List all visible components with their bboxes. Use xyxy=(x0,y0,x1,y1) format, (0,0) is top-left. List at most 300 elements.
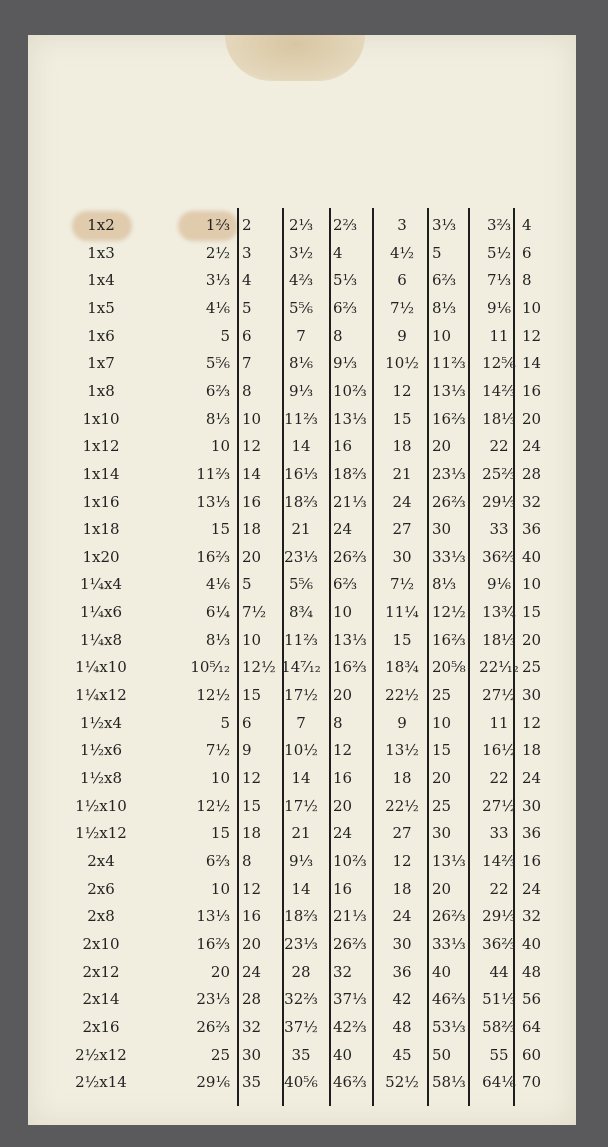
board-feet-value: 27½ xyxy=(482,796,516,815)
size-label: 1x14 xyxy=(82,464,120,483)
table-row xyxy=(28,935,576,962)
board-feet-value: 13¾ xyxy=(482,603,516,622)
board-feet-value: 16 xyxy=(333,879,353,898)
board-feet-value: 22½ xyxy=(385,686,419,705)
board-feet-value: 11⅔ xyxy=(196,464,230,483)
board-feet-value: 33 xyxy=(489,520,509,539)
board-feet-value: 12 xyxy=(242,879,262,898)
table-row xyxy=(28,382,576,409)
board-feet-value: 30 xyxy=(392,934,412,953)
board-feet-value: 48 xyxy=(392,1017,412,1036)
board-feet-value: 24 xyxy=(333,824,353,843)
board-feet-value: 4 xyxy=(522,216,532,234)
board-feet-value: 7 xyxy=(296,326,306,345)
board-feet-value: 29⅙ xyxy=(196,1073,230,1092)
board-feet-value: 5½ xyxy=(486,243,512,262)
board-feet-value: 9⅓ xyxy=(288,381,314,400)
board-feet-value: 30 xyxy=(432,520,452,539)
board-feet-value: 8⅓ xyxy=(432,298,457,317)
board-feet-value: 42⅔ xyxy=(333,1017,367,1036)
board-feet-value: 5⅚ xyxy=(288,298,314,317)
board-feet-value: 58⅓ xyxy=(432,1073,466,1092)
board-feet-value: 13½ xyxy=(385,741,419,760)
size-label: 2x12 xyxy=(82,962,120,981)
board-feet-value: 6⅔ xyxy=(432,271,457,290)
board-feet-value: 16 xyxy=(333,437,353,456)
board-feet-value: 10 xyxy=(210,879,230,898)
board-feet-value: 32 xyxy=(522,492,542,511)
board-feet-value: 6⅔ xyxy=(333,298,358,317)
board-feet-value: 26⅔ xyxy=(333,547,367,566)
board-feet-value: 35 xyxy=(291,1045,311,1064)
board-feet-value: 40 xyxy=(522,934,542,953)
board-feet-value: 23⅓ xyxy=(284,547,318,566)
board-feet-value: 10 xyxy=(333,603,353,622)
board-feet-value: 40 xyxy=(333,1045,353,1064)
table-row xyxy=(28,714,576,741)
board-feet-value: 10½ xyxy=(284,741,318,760)
board-feet-value: 56 xyxy=(522,990,542,1009)
board-feet-value: 16 xyxy=(242,907,262,926)
table-row xyxy=(28,769,576,796)
board-feet-value: 10 xyxy=(522,298,542,317)
board-feet-value: 14⅔ xyxy=(482,381,516,400)
board-feet-value: 40 xyxy=(432,962,452,981)
board-feet-value: 21 xyxy=(392,464,412,483)
board-feet-value: 6⅔ xyxy=(205,851,230,870)
board-feet-value: 8⅙ xyxy=(288,354,314,373)
board-feet-value: 17½ xyxy=(284,796,318,815)
board-feet-value: 4⅙ xyxy=(205,575,230,594)
board-feet-value: 20 xyxy=(333,796,353,815)
table-row xyxy=(28,658,576,685)
board-feet-value: 11⅔ xyxy=(432,354,466,373)
size-label: 1¼x12 xyxy=(75,686,127,705)
board-feet-value: 25 xyxy=(432,686,452,705)
board-feet-value: 18 xyxy=(392,769,412,787)
board-feet-value: 13⅓ xyxy=(196,492,230,511)
board-feet-value: 58⅔ xyxy=(482,1017,516,1036)
board-feet-value: 7 xyxy=(296,713,306,732)
board-feet-value: 5 xyxy=(432,243,442,262)
board-feet-value: 3⅓ xyxy=(432,216,457,234)
board-feet-value: 11¼ xyxy=(385,603,419,622)
board-feet-value: 16⅔ xyxy=(432,409,466,428)
board-feet-value: 10½ xyxy=(385,354,419,373)
board-feet-value: 23⅓ xyxy=(196,990,230,1009)
board-feet-value: 24 xyxy=(242,962,262,981)
board-feet-value: 10 xyxy=(210,769,230,787)
board-feet-value: 29⅓ xyxy=(482,492,516,511)
board-feet-value: 11 xyxy=(489,713,509,732)
board-feet-value: 10 xyxy=(432,326,452,345)
board-feet-value: 20 xyxy=(242,934,262,953)
board-feet-value: 42 xyxy=(392,990,412,1009)
board-feet-value: 16 xyxy=(522,381,542,400)
board-feet-value: 26⅔ xyxy=(333,934,367,953)
table-row xyxy=(28,437,576,464)
board-feet-value: 14⅔ xyxy=(482,851,516,870)
board-feet-value: 48 xyxy=(522,962,542,981)
board-feet-value: 18 xyxy=(522,741,542,760)
board-feet-value: 3 xyxy=(242,243,252,262)
board-feet-value: 25 xyxy=(210,1045,230,1064)
board-feet-value: 9⅙ xyxy=(486,298,512,317)
board-feet-value: 6⅔ xyxy=(333,575,358,594)
size-label: 1x18 xyxy=(82,520,120,539)
table-row xyxy=(28,354,576,381)
board-feet-value: 30 xyxy=(242,1045,262,1064)
board-feet-value: 9 xyxy=(397,326,407,345)
board-feet-value: 20 xyxy=(432,769,452,787)
size-label: 1½x6 xyxy=(79,741,123,760)
board-feet-value: 23⅓ xyxy=(432,464,466,483)
board-feet-value: 8⅓ xyxy=(205,630,230,649)
table-row xyxy=(28,990,576,1017)
size-label: 2x4 xyxy=(87,851,115,870)
board-feet-value: 10 xyxy=(242,409,262,428)
size-label: 2½x12 xyxy=(75,1045,127,1064)
board-feet-value: 5 xyxy=(220,713,230,732)
table-row xyxy=(28,244,576,271)
board-feet-value: 13⅓ xyxy=(333,409,367,428)
board-feet-value: 6⅔ xyxy=(205,381,230,400)
board-feet-value: 24 xyxy=(333,520,353,539)
size-label: 2x8 xyxy=(87,907,115,926)
board-feet-value: 8 xyxy=(242,851,252,870)
board-feet-value: 22 xyxy=(489,769,509,787)
table-row xyxy=(28,797,576,824)
card-tab-notch xyxy=(225,35,365,81)
board-feet-value: 55 xyxy=(489,1045,509,1064)
board-feet-value: 12 xyxy=(333,741,353,760)
board-feet-value: 24 xyxy=(522,769,542,787)
board-feet-value: 3 xyxy=(397,216,407,234)
board-feet-value: 30 xyxy=(432,824,452,843)
table-row xyxy=(28,493,576,520)
board-feet-value: 4 xyxy=(333,243,343,262)
board-feet-value: 37½ xyxy=(284,1017,318,1036)
board-feet-value: 14 xyxy=(242,464,262,483)
table-row xyxy=(28,631,576,658)
table-row xyxy=(28,271,576,298)
size-label: 1½x10 xyxy=(75,796,127,815)
board-feet-value: 21 xyxy=(291,520,311,539)
board-feet-value: 12 xyxy=(242,437,262,456)
board-feet-value: 8¾ xyxy=(288,603,314,622)
size-label: 1x16 xyxy=(82,492,120,511)
board-feet-value: 16½ xyxy=(482,741,516,760)
board-feet-value: 36 xyxy=(522,824,542,843)
table-row xyxy=(28,963,576,990)
board-feet-value: 28 xyxy=(291,962,311,981)
table-row xyxy=(28,216,576,243)
board-feet-value: 27 xyxy=(392,520,412,539)
board-feet-value: 6¼ xyxy=(205,603,230,622)
size-label: 1x6 xyxy=(87,326,115,345)
lumber-table-card xyxy=(28,35,576,1125)
board-feet-value: 20 xyxy=(522,409,542,428)
table-row xyxy=(28,603,576,630)
board-feet-value: 16⅔ xyxy=(196,934,230,953)
board-feet-value: 4 xyxy=(242,271,252,290)
board-feet-value: 24 xyxy=(522,879,542,898)
table-row xyxy=(28,548,576,575)
board-feet-value: 18 xyxy=(392,879,412,898)
size-label: 1x4 xyxy=(87,271,115,290)
board-feet-value: 12½ xyxy=(196,796,230,815)
board-feet-value: 22¹⁄₁₂ xyxy=(479,658,519,677)
board-feet-value: 10⅔ xyxy=(333,851,367,870)
size-label: 2x14 xyxy=(82,990,120,1009)
size-label: 1½x4 xyxy=(79,713,123,732)
board-feet-value: 8⅓ xyxy=(432,575,457,594)
board-feet-value: 18 xyxy=(242,824,262,843)
board-feet-value: 21 xyxy=(291,824,311,843)
board-feet-value: 18¾ xyxy=(385,658,419,677)
board-feet-value: 52½ xyxy=(385,1073,419,1092)
board-feet-value: 18⅔ xyxy=(284,492,318,511)
table-row xyxy=(28,575,576,602)
board-feet-value: 13⅓ xyxy=(432,851,466,870)
board-feet-value: 2 xyxy=(242,216,252,234)
board-feet-value: 12 xyxy=(242,769,262,787)
board-feet-value: 12½ xyxy=(432,603,466,622)
table-row xyxy=(28,410,576,437)
board-feet-value: 33⅓ xyxy=(432,547,466,566)
board-feet-value: 36⅔ xyxy=(482,547,516,566)
board-feet-value: 12 xyxy=(522,713,542,732)
board-feet-value: 5⅓ xyxy=(333,271,358,290)
board-feet-value: 15 xyxy=(210,520,230,539)
board-feet-value: 33 xyxy=(489,824,509,843)
board-feet-value: 9 xyxy=(242,741,252,760)
size-label: 1¼x4 xyxy=(79,575,123,594)
board-feet-value: 22 xyxy=(489,437,509,456)
size-label: 1x20 xyxy=(82,547,120,566)
board-feet-value: 10 xyxy=(242,630,262,649)
size-label: 1x7 xyxy=(87,354,115,373)
board-feet-value: 20⅝ xyxy=(432,658,466,677)
board-feet-value: 2½ xyxy=(205,243,230,262)
size-label: 2x6 xyxy=(87,879,115,898)
board-feet-value: 46⅔ xyxy=(333,1073,367,1092)
board-feet-value: 10⁵⁄₁₂ xyxy=(190,658,230,677)
board-feet-value: 20 xyxy=(242,547,262,566)
board-feet-value: 6 xyxy=(397,271,407,290)
board-feet-value: 15 xyxy=(392,630,412,649)
size-label: 1x3 xyxy=(87,243,115,262)
size-label: 1¼x6 xyxy=(79,603,123,622)
board-feet-value: 12⅚ xyxy=(482,354,516,373)
board-feet-value: 16 xyxy=(522,851,542,870)
board-feet-value: 32 xyxy=(333,962,353,981)
board-feet-value: 45 xyxy=(392,1045,412,1064)
board-feet-value: 16 xyxy=(242,492,262,511)
board-feet-value: 23⅓ xyxy=(284,934,318,953)
board-feet-value: 40⅚ xyxy=(284,1073,318,1092)
table-row xyxy=(28,1018,576,1045)
board-feet-value: 18⅔ xyxy=(284,907,318,926)
board-feet-value: 46⅔ xyxy=(432,990,466,1009)
board-feet-value: 11⅔ xyxy=(284,409,318,428)
board-feet-value: 4⅙ xyxy=(205,298,230,317)
board-feet-value: 1⅔ xyxy=(205,216,230,234)
board-feet-value: 20 xyxy=(432,437,452,456)
board-feet-value: 30 xyxy=(522,686,542,705)
board-feet-value: 64⅙ xyxy=(482,1073,516,1092)
board-feet-value: 10 xyxy=(210,437,230,456)
board-feet-value: 2⅔ xyxy=(333,216,358,234)
board-feet-value: 12 xyxy=(522,326,542,345)
board-feet-value: 37⅓ xyxy=(333,990,367,1009)
board-feet-value: 9⅙ xyxy=(486,575,512,594)
size-label: 1½x8 xyxy=(79,769,123,787)
board-feet-value: 12½ xyxy=(242,658,276,677)
board-feet-value: 33⅓ xyxy=(432,934,466,953)
board-feet-value: 30 xyxy=(522,796,542,815)
board-feet-value: 4½ xyxy=(389,243,415,262)
board-feet-value: 18 xyxy=(392,437,412,456)
board-feet-value: 29⅓ xyxy=(482,907,516,926)
board-feet-value: 16⅔ xyxy=(333,658,367,677)
table-row xyxy=(28,1046,576,1073)
board-feet-value: 8 xyxy=(333,326,343,345)
board-feet-value: 22 xyxy=(489,879,509,898)
board-feet-value: 64 xyxy=(522,1017,542,1036)
board-feet-value: 27½ xyxy=(482,686,516,705)
board-feet-value: 7½ xyxy=(389,298,415,317)
size-label: 2x16 xyxy=(82,1017,120,1036)
board-feet-value: 28 xyxy=(522,464,542,483)
board-feet-value: 5⅚ xyxy=(288,575,314,594)
board-feet-value: 3⅔ xyxy=(486,216,512,234)
board-feet-value: 4⅔ xyxy=(288,271,314,290)
size-label: 1x12 xyxy=(82,437,120,456)
board-feet-value: 8 xyxy=(522,271,532,290)
board-feet-value: 13⅓ xyxy=(196,907,230,926)
board-feet-value: 16 xyxy=(333,769,353,787)
board-feet-value: 9 xyxy=(397,713,407,732)
board-feet-value: 32 xyxy=(522,907,542,926)
board-feet-value: 51⅓ xyxy=(482,990,516,1009)
board-feet-value: 30 xyxy=(392,547,412,566)
board-feet-value: 18 xyxy=(242,520,262,539)
size-label: 2x10 xyxy=(82,934,120,953)
board-feet-value: 32 xyxy=(242,1017,262,1036)
board-feet-value: 13⅓ xyxy=(333,630,367,649)
board-feet-value: 21⅓ xyxy=(333,907,367,926)
board-feet-value: 7½ xyxy=(389,575,415,594)
board-feet-value: 8⅓ xyxy=(205,409,230,428)
board-feet-value: 14 xyxy=(291,879,311,898)
board-feet-value: 9⅓ xyxy=(288,851,314,870)
board-feet-value: 26⅔ xyxy=(432,907,466,926)
board-feet-value: 7½ xyxy=(242,603,267,622)
table-row xyxy=(28,520,576,547)
board-feet-value: 20 xyxy=(333,686,353,705)
board-feet-value: 26⅔ xyxy=(432,492,466,511)
board-feet-value: 25 xyxy=(522,658,542,677)
board-feet-value: 24 xyxy=(392,907,412,926)
board-feet-value: 14 xyxy=(291,769,311,787)
board-feet-value: 15 xyxy=(522,603,542,622)
board-feet-value: 20 xyxy=(522,630,542,649)
board-feet-value: 11⅔ xyxy=(284,630,318,649)
board-feet-value: 8 xyxy=(333,713,343,732)
size-label: 1¼x10 xyxy=(75,658,127,677)
board-feet-value: 40 xyxy=(522,547,542,566)
board-feet-value: 21⅓ xyxy=(333,492,367,511)
board-feet-value: 44 xyxy=(489,962,509,981)
board-feet-value: 7½ xyxy=(205,741,230,760)
board-feet-value: 26⅔ xyxy=(196,1017,230,1036)
board-feet-value: 22½ xyxy=(385,796,419,815)
size-label: 1x8 xyxy=(87,381,115,400)
board-feet-value: 15 xyxy=(392,409,412,428)
board-feet-value: 24 xyxy=(522,437,542,456)
board-feet-value: 10⅔ xyxy=(333,381,367,400)
board-feet-value: 2⅓ xyxy=(288,216,314,234)
board-feet-value: 5 xyxy=(242,575,252,594)
board-feet-value: 13⅓ xyxy=(432,381,466,400)
board-feet-value: 10 xyxy=(432,713,452,732)
board-feet-value: 6 xyxy=(242,326,252,345)
board-feet-value: 15 xyxy=(242,796,262,815)
table-row xyxy=(28,852,576,879)
table-row xyxy=(28,741,576,768)
board-feet-value: 32⅔ xyxy=(284,990,318,1009)
board-feet-value: 25 xyxy=(432,796,452,815)
board-feet-value: 3⅓ xyxy=(205,271,230,290)
board-feet-value: 18⅔ xyxy=(333,464,367,483)
board-feet-value: 16⅓ xyxy=(284,464,318,483)
board-feet-value: 20 xyxy=(432,879,452,898)
board-feet-value: 18⅓ xyxy=(482,630,516,649)
board-feet-value: 3½ xyxy=(288,243,314,262)
board-feet-value: 14 xyxy=(291,437,311,456)
board-feet-value: 10 xyxy=(522,575,542,594)
board-feet-value: 16⅔ xyxy=(432,630,466,649)
board-feet-value: 6 xyxy=(242,713,252,732)
table-row xyxy=(28,299,576,326)
board-feet-value: 60 xyxy=(522,1045,542,1064)
size-label: 1x5 xyxy=(87,298,115,317)
board-feet-value: 14⁷⁄₁₂ xyxy=(281,658,321,677)
board-feet-value: 36 xyxy=(392,962,412,981)
board-feet-value: 7 xyxy=(242,354,252,373)
board-feet-value: 35 xyxy=(242,1073,262,1092)
table-row xyxy=(28,1073,576,1100)
size-label: 2½x14 xyxy=(75,1073,127,1092)
board-feet-value: 12½ xyxy=(196,686,230,705)
board-feet-value: 24 xyxy=(392,492,412,511)
board-feet-value: 36 xyxy=(522,520,542,539)
board-feet-value: 12 xyxy=(392,851,412,870)
board-feet-value: 5 xyxy=(242,298,252,317)
board-feet-value: 12 xyxy=(392,381,412,400)
board-feet-value: 5⅚ xyxy=(205,354,230,373)
board-feet-value: 50 xyxy=(432,1045,452,1064)
board-feet-value: 7⅓ xyxy=(486,271,512,290)
board-feet-value: 14 xyxy=(522,354,542,373)
board-feet-value: 15 xyxy=(210,824,230,843)
board-feet-value: 5 xyxy=(220,326,230,345)
board-feet-value: 15 xyxy=(242,686,262,705)
board-feet-value: 17½ xyxy=(284,686,318,705)
table-row xyxy=(28,824,576,851)
board-feet-value: 70 xyxy=(522,1073,542,1092)
